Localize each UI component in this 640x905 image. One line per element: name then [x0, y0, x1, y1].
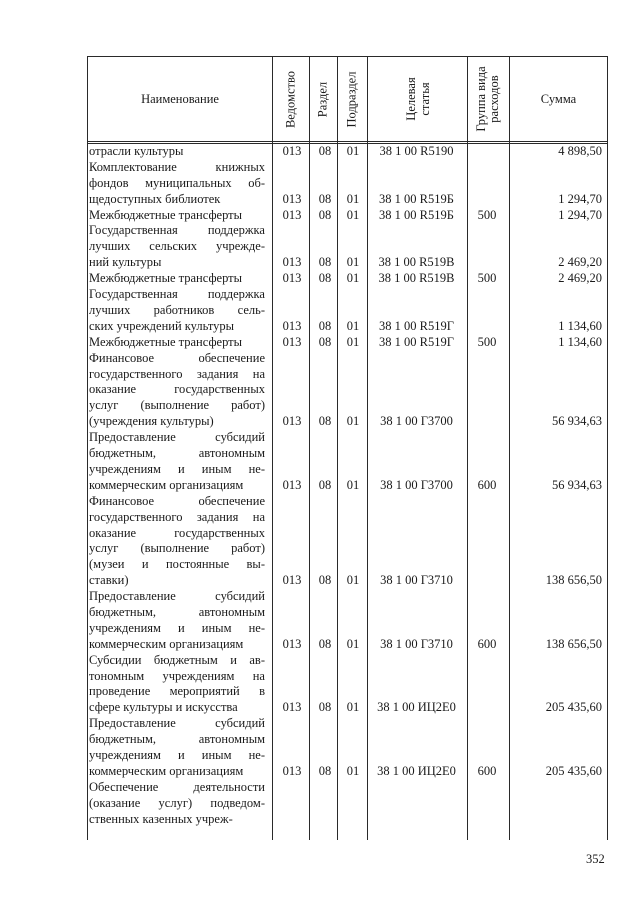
row-name-line: услуг (выполнение работ): [89, 398, 265, 413]
cell-razdel: 08: [318, 764, 332, 778]
table-row: [89, 287, 608, 335]
row-name-line: услуг (выполнение работ): [89, 541, 265, 556]
cell-razdel: 08: [318, 573, 332, 588]
table-row: [89, 430, 608, 494]
cell-razdel: 08: [318, 636, 332, 651]
cell-summa: 2 469,20: [558, 271, 602, 286]
cell-summa: 2 469,20: [558, 255, 602, 270]
cell-summa: 1 294,70: [558, 191, 602, 206]
cell-gruppa-vida-rashodov: 500: [477, 334, 497, 349]
cell-gruppa-vida-rashodov: [467, 812, 507, 828]
cell-summa: 56 934,63: [552, 477, 602, 492]
cell-vedomstvo: 013: [282, 191, 302, 206]
row-name-line: (учреждения культуры): [89, 414, 214, 429]
row-name-line: коммерческим организациям: [89, 636, 244, 651]
cell-summa: 1 134,60: [558, 318, 602, 333]
cell-podrazdel: 01: [346, 700, 360, 715]
cell-celevaya-statya: 38 1 00 R5190: [379, 144, 454, 158]
cell-podrazdel: 01: [346, 144, 360, 158]
table-row: [89, 494, 608, 589]
cell-razdel: 08: [318, 700, 332, 715]
cell-podrazdel: 01: [346, 318, 360, 333]
cell-gruppa-vida-rashodov: 600: [477, 636, 497, 651]
cell-vedomstvo: [275, 812, 309, 828]
cell-razdel: 08: [318, 414, 332, 429]
cell-podrazdel: 01: [346, 271, 360, 286]
cell-gruppa-vida-rashodov: [467, 573, 507, 589]
cell-celevaya-statya: 38 1 00 ИЦ2Е0: [377, 700, 456, 715]
row-name-line: Комплектование книжных: [89, 159, 265, 174]
row-name: [89, 160, 265, 208]
cell-summa: 205 435,60: [545, 764, 602, 778]
row-name-line: щедоступных библиотек: [89, 191, 221, 206]
table-body: [89, 144, 608, 828]
cell-celevaya-statya: 38 1 00 R519Г: [379, 318, 454, 333]
cell-podrazdel: 01: [346, 255, 360, 270]
row-name-line: коммерческим организациям: [89, 477, 244, 492]
cell-celevaya-statya: 38 1 00 R519В: [378, 271, 455, 286]
cell-celevaya-statya: 38 1 00 R519В: [378, 255, 455, 270]
header-celevaya-statya: Целевая статья: [404, 77, 432, 121]
cell-gruppa-vida-rashodov: [467, 414, 507, 430]
cell-podrazdel: 01: [346, 191, 360, 206]
row-name-line: коммерческим организациям: [89, 763, 244, 778]
cell-gruppa-vida-rashodov: [467, 144, 507, 160]
cell-vedomstvo: 013: [282, 271, 302, 286]
cell-podrazdel: 01: [346, 414, 360, 429]
cell-celevaya-statya: 38 1 00 Г3710: [380, 636, 453, 651]
cell-vedomstvo: 013: [282, 764, 302, 778]
row-name-line: ских учреждений культуры: [89, 318, 235, 333]
cell-razdel: 08: [318, 255, 332, 270]
row-name: [89, 287, 265, 335]
row-name-line: государственного задания на: [89, 366, 265, 381]
row-name: [89, 589, 265, 653]
cell-razdel: 08: [318, 271, 332, 286]
row-name: [89, 494, 265, 589]
cell-vedomstvo: 013: [282, 414, 302, 429]
row-name: [89, 144, 265, 160]
cell-razdel: [312, 812, 338, 828]
row-name-line: Межбюджетные трансферты: [89, 207, 243, 222]
table-row: [89, 160, 608, 208]
cell-razdel: 08: [318, 477, 332, 492]
row-name: [89, 208, 265, 224]
row-name-line: Межбюджетные трансферты: [89, 271, 243, 286]
cell-razdel: 08: [318, 144, 332, 158]
row-name-line: учреждениям и иным не-: [89, 620, 265, 635]
cell-vedomstvo: 013: [282, 700, 302, 715]
cell-gruppa-vida-rashodov: [467, 319, 507, 335]
cell-podrazdel: 01: [346, 573, 360, 588]
row-name-line: ний культуры: [89, 255, 162, 270]
row-name-line: Предоставление субсидий: [89, 589, 265, 604]
row-name-line: оказание государственных: [89, 525, 265, 540]
cell-summa: 138 656,50: [545, 636, 602, 651]
cell-vedomstvo: 013: [282, 144, 302, 158]
row-name-line: лучших сельских учрежде-: [89, 239, 265, 254]
table-row: [89, 716, 608, 780]
table-row: [89, 271, 608, 287]
cell-gruppa-vida-rashodov: 500: [477, 271, 497, 286]
cell-gruppa-vida-rashodov: [467, 700, 507, 716]
cell-vedomstvo: 013: [282, 255, 302, 270]
table-row: [89, 223, 608, 271]
header-name: Наименование: [141, 91, 219, 106]
row-name-line: (музеи и постоянные вы-: [89, 557, 265, 572]
cell-summa: 205 435,60: [545, 700, 602, 715]
row-name-line: (оказание услуг) подведом-: [89, 795, 265, 810]
cell-podrazdel: 01: [346, 207, 360, 222]
cell-summa: [509, 812, 602, 828]
row-name-line: Субсидии бюджетным и ав-: [89, 652, 265, 667]
row-name-line: Финансовое обеспечение: [89, 350, 265, 365]
row-name-line: тономным учреждениям на: [89, 668, 265, 683]
cell-gruppa-vida-rashodov: [467, 192, 507, 208]
row-name-line: бюджетным, автономным: [89, 446, 265, 461]
row-name: [89, 351, 265, 430]
cell-celevaya-statya: 38 1 00 R519Б: [379, 191, 454, 206]
row-name-line: учреждениям и иным не-: [89, 748, 265, 763]
row-name-line: бюджетным, автономным: [89, 732, 265, 747]
row-name-line: отрасли культуры: [89, 144, 184, 158]
row-name-line: Предоставление субсидий: [89, 430, 265, 445]
row-name-line: проведение мероприятий в: [89, 684, 265, 699]
row-name: [89, 653, 265, 717]
row-name: [89, 430, 265, 494]
row-name-line: учреждениям и иным не-: [89, 461, 265, 476]
cell-celevaya-statya: 38 1 00 Г3700: [380, 477, 453, 492]
cell-celevaya-statya: 38 1 00 ИЦ2Е0: [377, 764, 456, 778]
row-name: [89, 716, 265, 780]
header-gruppa-vida-rashodov: Группа вида расходов: [474, 66, 501, 132]
cell-celevaya-statya: [369, 812, 464, 828]
table-row: [89, 780, 608, 828]
table-row: [89, 351, 608, 431]
cell-summa: 138 656,50: [545, 573, 602, 588]
row-name-line: ственных казенных учреж-: [89, 811, 233, 826]
header-razdel: Раздел: [315, 81, 330, 118]
cell-podrazdel: 01: [346, 334, 360, 349]
row-name-line: бюджетным, автономным: [89, 605, 265, 619]
cell-gruppa-vida-rashodov: 500: [477, 207, 497, 222]
row-name-line: Предоставление субсидий: [89, 716, 265, 731]
cell-vedomstvo: 013: [282, 573, 302, 588]
row-name: [89, 780, 265, 828]
cell-vedomstvo: 013: [282, 636, 302, 651]
cell-vedomstvo: 013: [282, 207, 302, 222]
row-name: [89, 271, 265, 287]
table-row: [89, 335, 608, 351]
cell-gruppa-vida-rashodov: 600: [477, 764, 497, 778]
cell-podrazdel: [339, 812, 367, 828]
row-name-line: Государственная поддержка: [89, 287, 265, 302]
row-name: [89, 223, 265, 271]
page-number: 352: [586, 852, 605, 866]
cell-podrazdel: 01: [346, 764, 360, 778]
header-summa: Сумма: [540, 91, 577, 106]
row-name: [89, 335, 265, 351]
cell-gruppa-vida-rashodov: [467, 255, 507, 271]
row-name-line: Обеспечение деятельности: [89, 779, 265, 794]
cell-summa: 1 134,60: [558, 334, 602, 349]
table-row: [89, 589, 608, 653]
row-name-line: Государственная поддержка: [89, 223, 265, 238]
cell-razdel: 08: [318, 318, 332, 333]
cell-podrazdel: 01: [346, 477, 360, 492]
table-row: [89, 653, 608, 717]
cell-razdel: 08: [318, 334, 332, 349]
cell-celevaya-statya: 38 1 00 Г3710: [380, 573, 453, 588]
row-name-line: Финансовое обеспечение: [89, 493, 265, 508]
cell-razdel: 08: [318, 191, 332, 206]
cell-summa: 1 294,70: [558, 207, 602, 222]
cell-celevaya-statya: 38 1 00 R519Б: [379, 207, 454, 222]
cell-summa: 56 934,63: [552, 414, 602, 429]
cell-summa: 4 898,50: [558, 144, 602, 158]
cell-podrazdel: 01: [346, 636, 360, 651]
row-name-line: ставки): [89, 573, 129, 588]
cell-vedomstvo: 013: [282, 318, 302, 333]
cell-razdel: 08: [318, 207, 332, 222]
row-name-line: лучших работников сель-: [89, 302, 265, 317]
row-name-line: фондов муниципальных об-: [89, 175, 265, 190]
row-name-line: государственного задания на: [89, 509, 265, 524]
header-podrazdel: Подраздел: [344, 71, 359, 128]
cell-celevaya-statya: 38 1 00 Г3700: [380, 414, 453, 429]
row-name-line: Межбюджетные трансферты: [89, 334, 243, 349]
cell-vedomstvo: 013: [282, 477, 302, 492]
cell-celevaya-statya: 38 1 00 R519Г: [379, 334, 454, 349]
table-row: [89, 208, 608, 224]
cell-gruppa-vida-rashodov: 600: [477, 477, 497, 492]
row-name-line: сфере культуры и искусства: [89, 700, 238, 715]
table-border-left: [87, 56, 88, 840]
header-vedomstvo: Ведомство: [283, 70, 298, 129]
row-name-line: оказание государственных: [89, 382, 265, 397]
cell-vedomstvo: 013: [282, 334, 302, 349]
table-row: [89, 144, 608, 160]
